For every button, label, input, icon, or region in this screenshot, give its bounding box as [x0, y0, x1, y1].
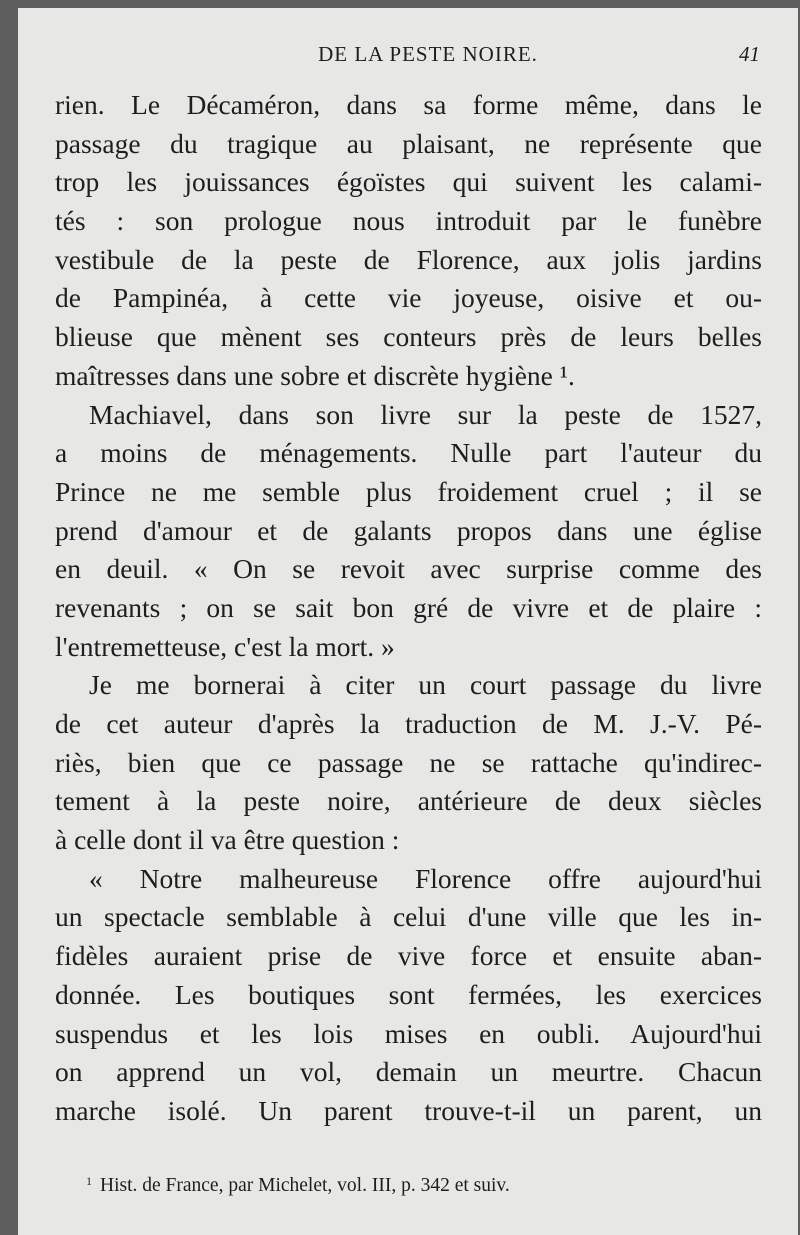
text-line: Machiavel, dans son livre sur la peste de 1527,	[89, 398, 762, 430]
text-line: passage du tragique au plaisant, ne représente que	[55, 127, 762, 159]
text-line: « Notre malheureuse Florence offre aujourd'hui	[89, 862, 762, 894]
text-line: on apprend un vol, demain un meurtre. Chacun	[55, 1056, 762, 1088]
text-line: suspendus et les lois mises en oubli. Aujourd'hui	[55, 1017, 762, 1049]
running-title: DE LA PESTE NOIRE.	[318, 42, 538, 66]
text-line: l'entremetteuse, c'est la mort. »	[55, 630, 395, 662]
book-page	[18, 8, 798, 1235]
text-line: de cet auteur d'après la traduction de M. J.-V. Pé-	[55, 708, 762, 739]
text-line: un spectacle semblable à celui d'une ville que les in-	[55, 901, 762, 933]
footnote	[86, 1174, 510, 1197]
text-line: à celle dont il va être question :	[55, 824, 400, 856]
text-line: tés : son prologue nous introduit par le funèbre	[55, 205, 762, 237]
text-line: marche isolé. Un parent trouve-t-il un parent, un	[55, 1094, 762, 1126]
text-line: revenants ; on se sait bon gré de vivre et de plaire :	[55, 591, 762, 623]
text-line: en deuil. « On se revoit avec surprise comme des	[55, 553, 762, 585]
page-header	[18, 42, 798, 70]
text-line: de Pampinéa, à cette vie joyeuse, oisive et ou-	[55, 282, 762, 314]
text-line: Je me bornerai à citer un court passage du livre	[89, 669, 762, 701]
text-line: donnée. Les boutiques sont fermées, les exercices	[55, 978, 762, 1010]
text-line: rien. Le Décaméron, dans sa forme même, dans le	[55, 89, 762, 120]
footnote-text: Hist. de France, par Michelet, vol. III, p. 342 et suiv.	[100, 1175, 510, 1196]
footnote-marker: 1	[86, 1174, 92, 1188]
text-line: blieuse que mènent ses conteurs près de leurs belles	[55, 321, 762, 353]
text-line: Prince ne me semble plus froidement cruel ; il se	[55, 475, 762, 507]
text-line: riès, bien que ce passage ne se rattache qu'indirec-	[55, 746, 762, 778]
text-line: tement à la peste noire, antérieure de deux siècles	[55, 785, 762, 817]
text-line: prend d'amour et de galants propos dans une église	[55, 514, 762, 546]
text-line: maîtresses dans une sobre et discrète hygiène ¹.	[55, 359, 575, 391]
text-line: trop les jouissances égoïstes qui suivent les calami-	[55, 166, 762, 198]
page-number: 41	[739, 42, 760, 66]
text-line: fidèles auraient prise de vive force et ensuite aban-	[55, 940, 762, 972]
text-line: vestibule de la peste de Florence, aux jolis jardins	[55, 243, 762, 275]
text-line: a moins de ménagements. Nulle part l'auteur du	[55, 437, 762, 469]
body-text	[55, 86, 762, 1131]
